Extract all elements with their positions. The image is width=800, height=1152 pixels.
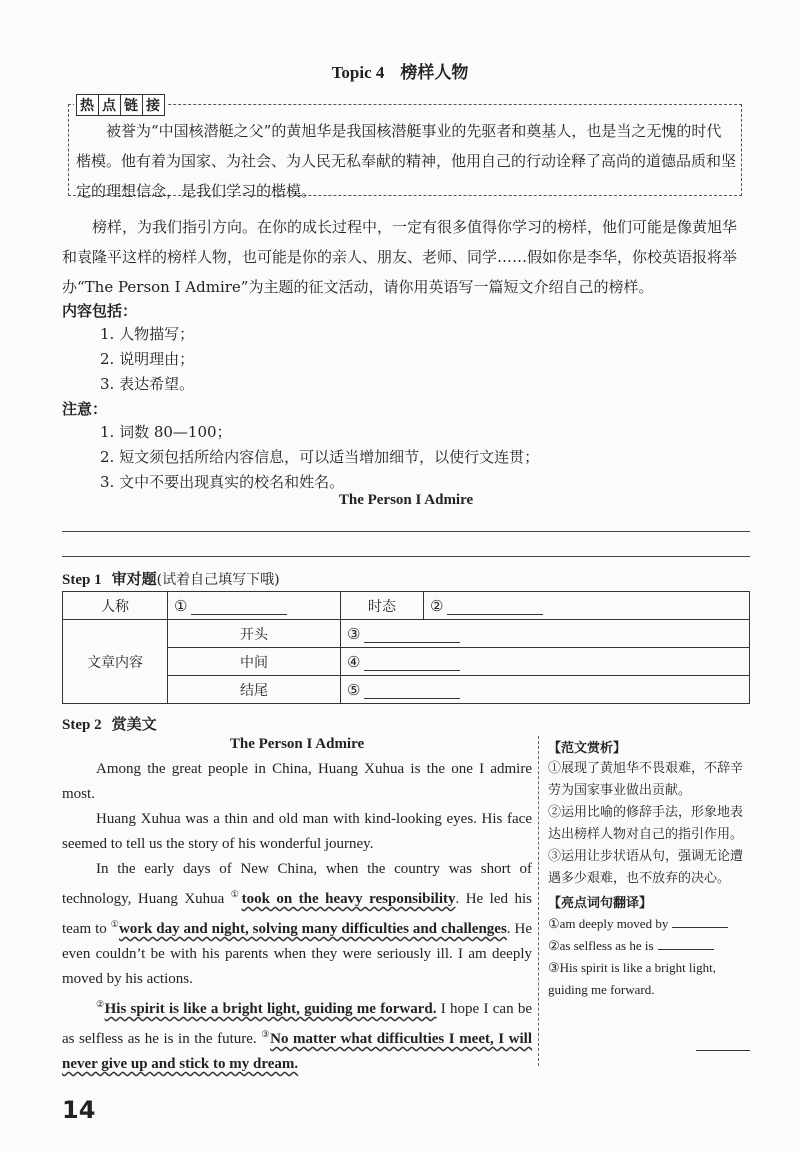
hot-link-text: 被誉为“中国核潜艇之父”的黄旭华是我国核潜艇事业的先驱者和奠基人，也是当之无愧的时代楷模。他有着为国家、为社会、为人民无私奉献的精神，他用自己的行动诠释了高尚的道德品质和坚定的理想信念，是我们学习的楷模。	[76, 122, 737, 200]
model-essay	[62, 736, 532, 1077]
essay-paragraph: In the early days of New China, when the country was short of technology, Huang Xuhua ①took on the heavy responsibility. He led his team to ①work day and night, solving many difficulties and challenges. He even couldn’t be with his parents when they were seriously ill. I am deeply moved by his actions.	[62, 861, 532, 987]
answer-blank[interactable]	[447, 600, 543, 615]
tense-label: 时态	[341, 592, 424, 620]
highlight-phrase: work day and night, solving many difficulties and challenges	[118, 921, 507, 937]
translation-heading: 【亮点词句翻译】	[548, 896, 653, 911]
topic-number: Topic 4	[331, 63, 385, 82]
answer-blank[interactable]	[191, 600, 287, 615]
analysis-heading: 【范文赏析】	[548, 741, 627, 756]
content-heading: 内容包括：	[62, 302, 138, 320]
answer-blank[interactable]	[658, 937, 714, 950]
content-item: 2. 说明理由；	[100, 350, 195, 368]
side-notes	[548, 737, 754, 1001]
analysis-item: ①展现了黄旭华不畏艰难，不辞辛劳为国家事业做出贡献。	[548, 761, 744, 798]
analysis-table	[62, 591, 750, 704]
translation-item: ③His spirit is like a bright light, guiding me forward.	[548, 960, 717, 997]
highlight-phrase: His spirit is like a bright light, guiding me forward.	[104, 1001, 437, 1017]
answer-blank[interactable]	[364, 684, 460, 699]
essay-title: The Person I Admire	[338, 492, 474, 508]
essay-paragraph: Huang Xuhua was a thin and old man with kind-looking eyes. His face seemed to tell us the story of his wonderful journey.	[62, 811, 532, 852]
translation-item: ②as selfless as he is	[548, 935, 754, 957]
writing-prompt: 榜样，为我们指引方向。在你的成长过程中，一定有很多值得你学习的榜样，他们可能是像黄旭华和袁隆平这样的榜样人物，也可能是你的亲人、朋友、老师、同学……假如你是李华，你校英语报将举办“The Person I Admire”为主题的征文活动，请你用英语写一篇短文介绍自己的榜样。	[62, 218, 738, 296]
row-label: 中间	[168, 648, 341, 676]
answer-blank[interactable]	[672, 915, 728, 928]
content-item: 3. 表达希望。	[100, 375, 195, 393]
topic-name: 榜样人物	[400, 63, 469, 83]
analysis-item: ③运用让步状语从句，强调无论遭遇多少艰难，也不放弃的决心。	[548, 849, 744, 886]
row-label: 开头	[168, 620, 341, 648]
answer-blank[interactable]	[696, 1050, 750, 1051]
highlight-phrase: took on the heavy responsibility	[241, 891, 456, 907]
step1-heading: Step 1 审对题(试着自己填写下哦)	[62, 570, 280, 588]
row-answer[interactable]: ④	[341, 648, 750, 676]
highlight-phrase: No matter what difficulties I meet, I will never give up and stick to my dream.	[62, 1031, 533, 1072]
column-divider	[538, 736, 539, 1066]
row-answer[interactable]: ⑤	[341, 676, 750, 704]
essay-paragraph: ②His spirit is like a bright light, guiding me forward. I hope I can be as selfless as he is in the future. ③No matter what difficulties I meet, I will never give up and stick to my dream.	[62, 999, 533, 1072]
translation-item: ①am deeply moved by	[548, 913, 754, 935]
notes-item: 3. 文中不要出现真实的校名和姓名。	[100, 473, 345, 491]
notes-item: 2. 短文须包括所给内容信息，可以适当增加细节，以使行文连贯；	[100, 448, 540, 466]
analysis-item: ②运用比喻的修辞手法，形象地表达出榜样人物对自己的指引作用。	[548, 805, 744, 842]
row-answer[interactable]: ③	[341, 620, 750, 648]
writing-line[interactable]	[62, 556, 750, 557]
person-label: 人称	[63, 592, 168, 620]
step2-heading: Step 2 赏美文	[62, 715, 157, 733]
person-cell[interactable]: ①	[168, 592, 341, 620]
content-label: 文章内容	[63, 620, 168, 704]
answer-blank[interactable]	[364, 628, 460, 643]
page-title	[0, 58, 800, 83]
model-essay-title: The Person I Admire	[229, 736, 365, 752]
writing-line[interactable]	[62, 531, 750, 532]
tense-cell[interactable]: ②	[424, 592, 750, 620]
notes-item: 1. 词数 80—100；	[100, 423, 232, 441]
content-item: 1. 人物描写；	[100, 325, 195, 343]
answer-blank[interactable]	[364, 656, 460, 671]
essay-paragraph: Among the great people in China, Huang Xuhua is the one I admire most.	[62, 761, 532, 802]
notes-heading: 注意：	[62, 400, 108, 418]
page-number: 14	[62, 1096, 96, 1124]
hot-link-label: 热 点 链 接	[74, 94, 166, 116]
row-label: 结尾	[168, 676, 341, 704]
